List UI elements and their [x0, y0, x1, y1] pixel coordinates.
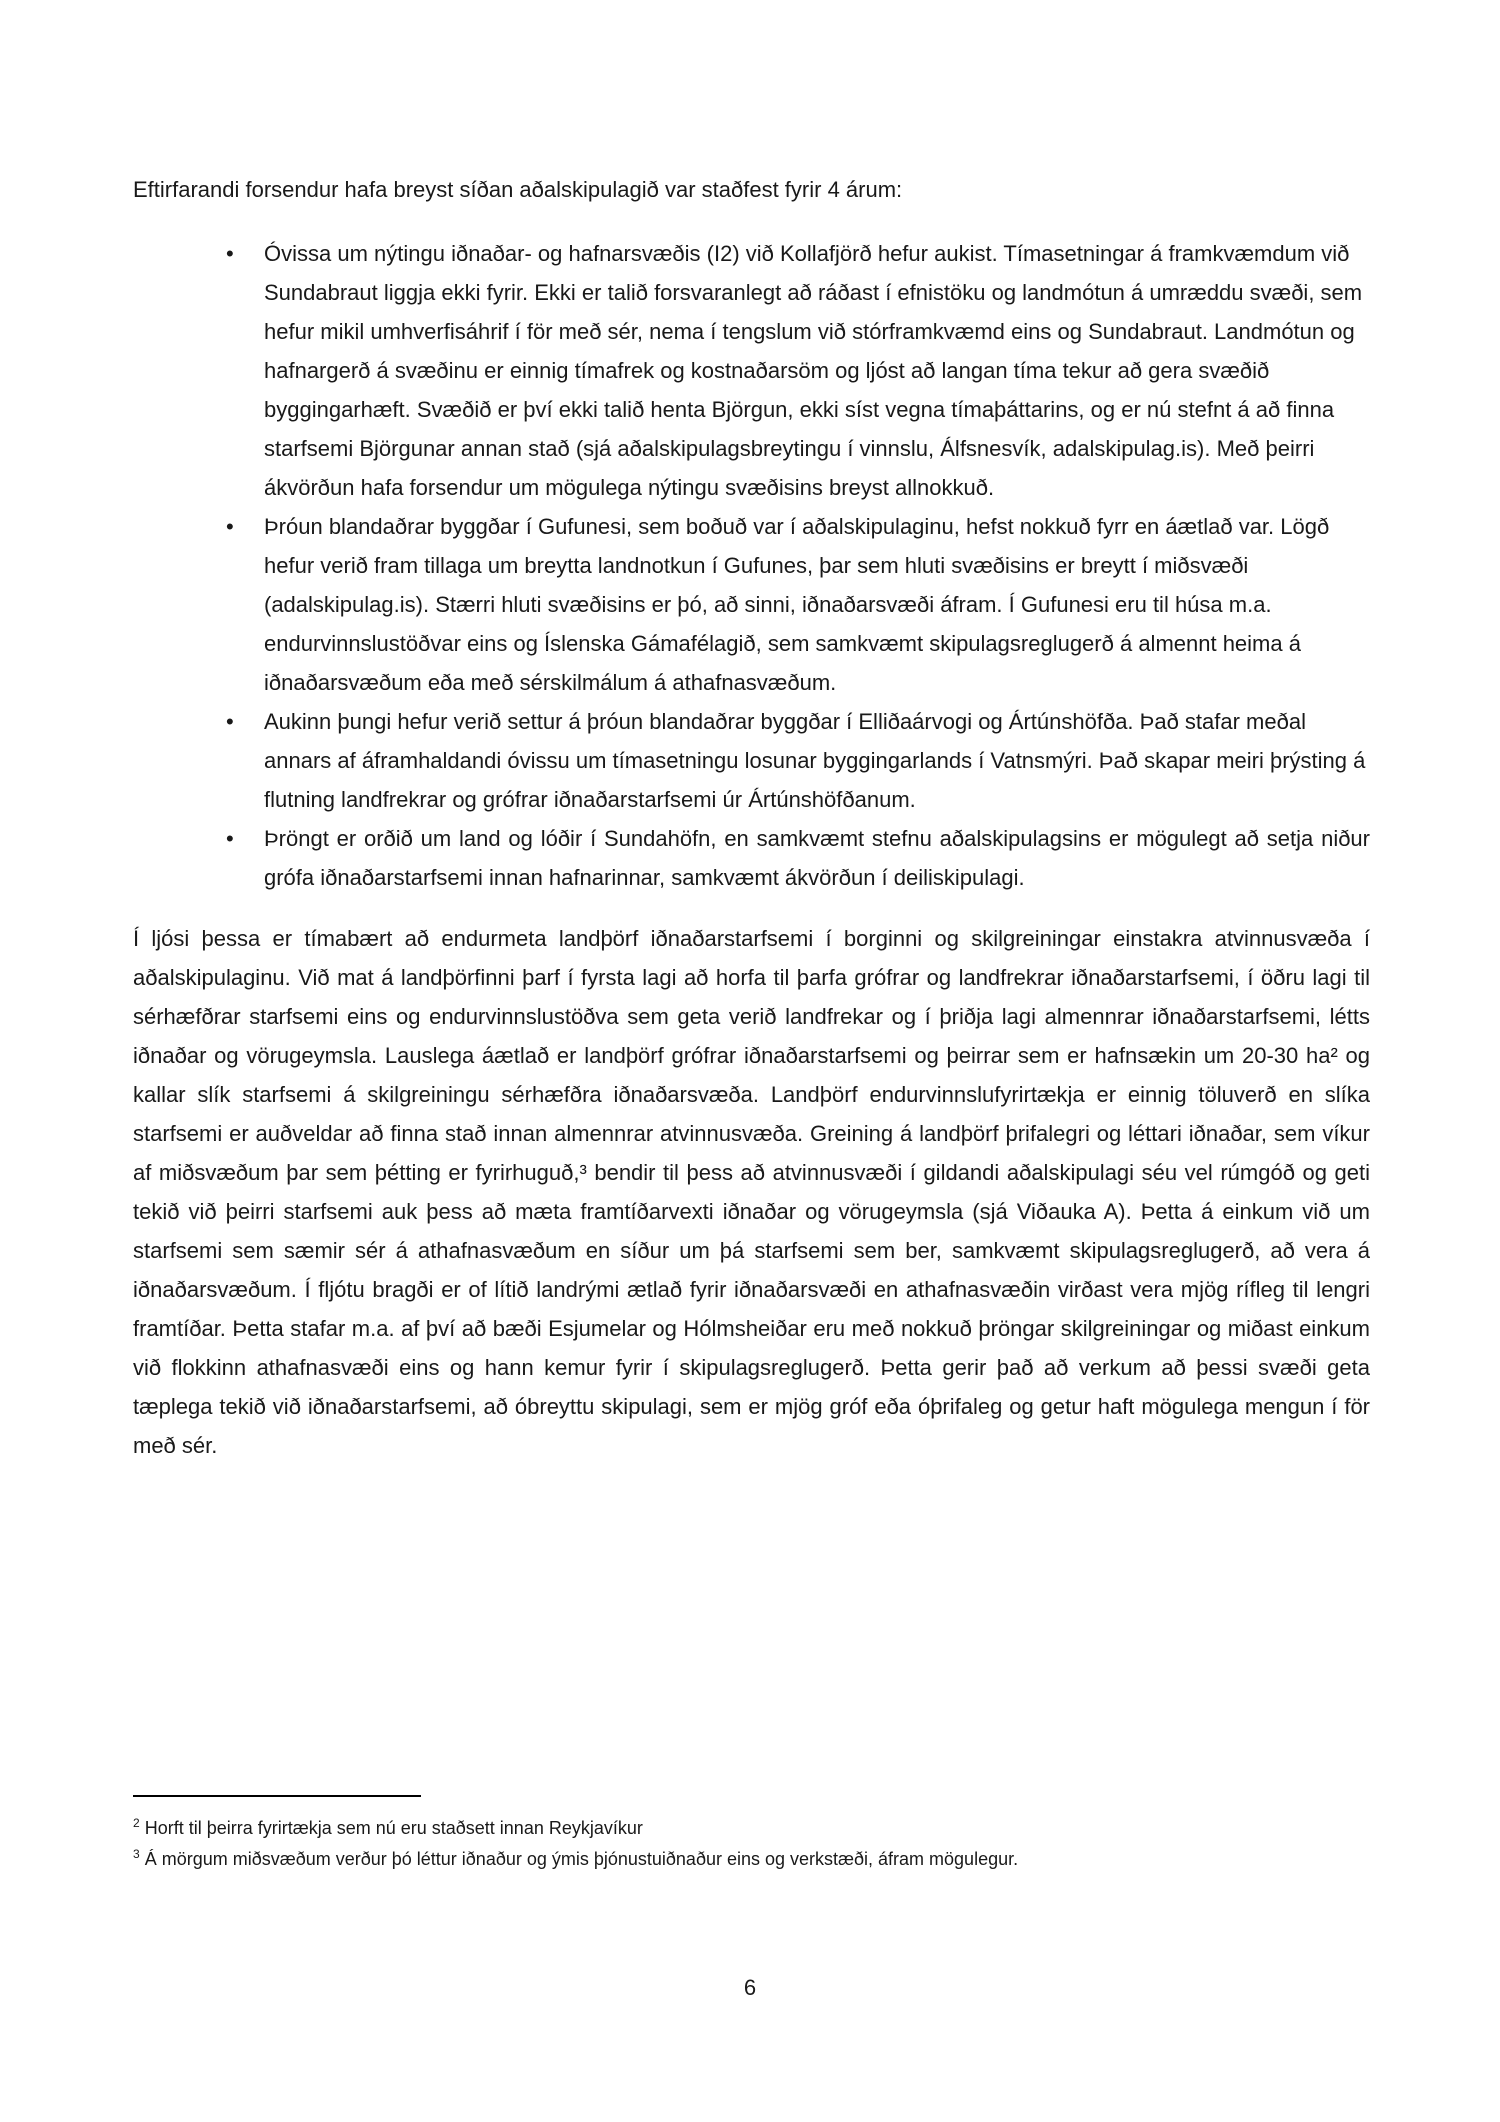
bullet-text-1: Óvissa um nýtingu iðnaðar- og hafnarsvæðis (I2) við Kollafjörð hefur aukist. Tímasetningar á framkvæmdum við Sundabraut liggja ekki fyrir. Ekki er talið forsvaranlegt að ráðast í efnistöku og landmótun á umræddu svæði, sem hefur mikil umhverfisáhrif í för með sér, nema í tengslum við stórframkvæmd eins og Sundabraut. Landmótun og hafnargerð á svæðinu er einnig tímafrek og kostnaðarsöm og ljóst að langan tíma tekur að gera svæðið byggingarhæft. Svæðið er því ekki talið henta Björgun, ekki síst vegna tímaþáttarins, og er nú stefnt á að finna starfsemi Björgunar annan stað (sjá aðalskipulagsbreytingu í vinnslu, Álfsnesvík, adalskipulag.is). Með þeirri ákvörðun hafa forsendur um mögulega nýtingu svæðisins breyst allnokkuð.	[264, 241, 1363, 500]
footnote-marker-2: 2	[133, 1816, 140, 1830]
bullet-item-2	[133, 507, 1370, 702]
bullet-text-2: Þróun blandaðrar byggðar í Gufunesi, sem boðuð var í aðalskipulaginu, hefst nokkuð fyrr en áætlað var. Lögð hefur verið fram tillaga um breytta landnotkun í Gufunes, þar sem hluti svæðisins er breytt í miðsvæði (adalskipulag.is). Stærri hluti svæðisins er þó, að sinni, iðnaðarsvæði áfram. Í Gufunesi eru til húsa m.a. endurvinnslustöðvar eins og Íslenska Gámafélagið, sem samkvæmt skipulagsreglugerð á almennt heima á iðnaðarsvæðum eða með sérskilmálum á athafnasvæðum.	[264, 514, 1330, 695]
bullet-item-3	[133, 702, 1370, 819]
bullet-text-4: Þröngt er orðið um land og lóðir í Sundahöfn, en samkvæmt stefnu aðalskipulagsins er mögulegt að setja niður grófa iðnaðarstarfsemi innan hafnarinnar, samkvæmt ákvörðun í deiliskipulagi.	[264, 826, 1370, 890]
page-number: 6	[743, 1975, 757, 2000]
bullet-icon: •	[226, 241, 234, 266]
bullet-icon: •	[226, 709, 234, 734]
footnote-2	[133, 1813, 1370, 1844]
footnote-text-3: Á mörgum miðsvæðum verður þó léttur iðnaður og ýmis þjónustuiðnaður eins og verkstæði, áfram mögulegur.	[139, 1849, 1019, 1869]
bullet-item-4	[133, 819, 1370, 897]
body-paragraph: Í ljósi þessa er tímabært að endurmeta landþörf iðnaðarstarfsemi í borginni og skilgreiningar einstakra atvinnusvæða í aðalskipulaginu. Við mat á landþörfinni þarf í fyrsta lagi að horfa til þarfa grófrar og landfrekrar iðnaðarstarfsemi, í öðru lagi til sérhæfðrar starfsemi eins og endurvinnslustöðva sem geta verið landfrekar og í þriðja lagi almennrar iðnaðarstarfsemi, létts iðnaðar og vörugeymsla. Lauslega áætlað er landþörf grófrar iðnaðarstarfsemi og þeirrar sem er hafnsækin um 20-30 ha² og kallar slík starfsemi á skilgreiningu sérhæfðra iðnaðarsvæða. Landþörf endurvinnslufyrirtækja er einnig töluverð en slíka starfsemi er auðveldar að finna stað innan almennrar atvinnusvæða. Greining á landþörf þrifalegri og léttari iðnaðar, sem víkur af miðsvæðum þar sem þétting er fyrirhuguð,³ bendir til þess að atvinnusvæði í gildandi aðalskipulagi séu vel rúmgóð og geti tekið við þeirri starfsemi auk þess að mæta framtíðarvexti iðnaðar og vörugeymsla (sjá Viðauka A). Þetta á einkum við um starfsemi sem sæmir sér á athafnasvæðum en síður um þá starfsemi sem ber, samkvæmt skipulagsreglugerð, að vera á iðnaðarsvæðum. Í fljótu bragði er of lítið landrými ætlað fyrir iðnaðarsvæði en athafnasvæðin virðast vera mjög rífleg til lengri framtíðar. Þetta stafar m.a. af því að bæði Esjumelar og Hólmsheiðar eru með nokkuð þröngar skilgreiningar og miðast einkum við flokkinn athafnasvæði eins og hann kemur fyrir í skipulagsreglugerð. Þetta gerir það að verkum að þessi svæði geta tæplega tekið við iðnaðarstarfsemi, að óbreyttu skipulagi, sem er mjög gróf eða óþrifaleg og getur haft mögulega mengun í för með sér.	[133, 926, 1370, 1458]
footnote-marker-3: 3	[133, 1847, 140, 1861]
footnote-3	[133, 1844, 1370, 1875]
footnote-text-2: Horft til þeirra fyrirtækja sem nú eru staðsett innan Reykjavíkur	[139, 1818, 643, 1838]
bullet-item-1	[133, 234, 1370, 507]
bullet-text-3: Aukinn þungi hefur verið settur á þróun blandaðrar byggðar í Elliðaárvogi og Ártúnshöfða. Það stafar meðal annars af áframhaldandi óvissu um tímasetningu losunar byggingarlands í Vatnsmýri. Það skapar meiri þrýsting á flutning landfrekrar og grófrar iðnaðarstarfsemi úr Ártúnshöfðanum.	[264, 709, 1366, 812]
intro-paragraph: Eftirfarandi forsendur hafa breyst síðan aðalskipulagið var staðfest fyrir 4 árum:	[133, 177, 903, 202]
page-content	[133, 170, 1370, 1465]
bullet-list	[133, 234, 1370, 897]
footnote-region	[133, 1795, 1370, 1875]
bullet-icon: •	[226, 514, 234, 539]
bullet-icon: •	[226, 826, 234, 851]
footnote-separator	[133, 1795, 421, 1797]
